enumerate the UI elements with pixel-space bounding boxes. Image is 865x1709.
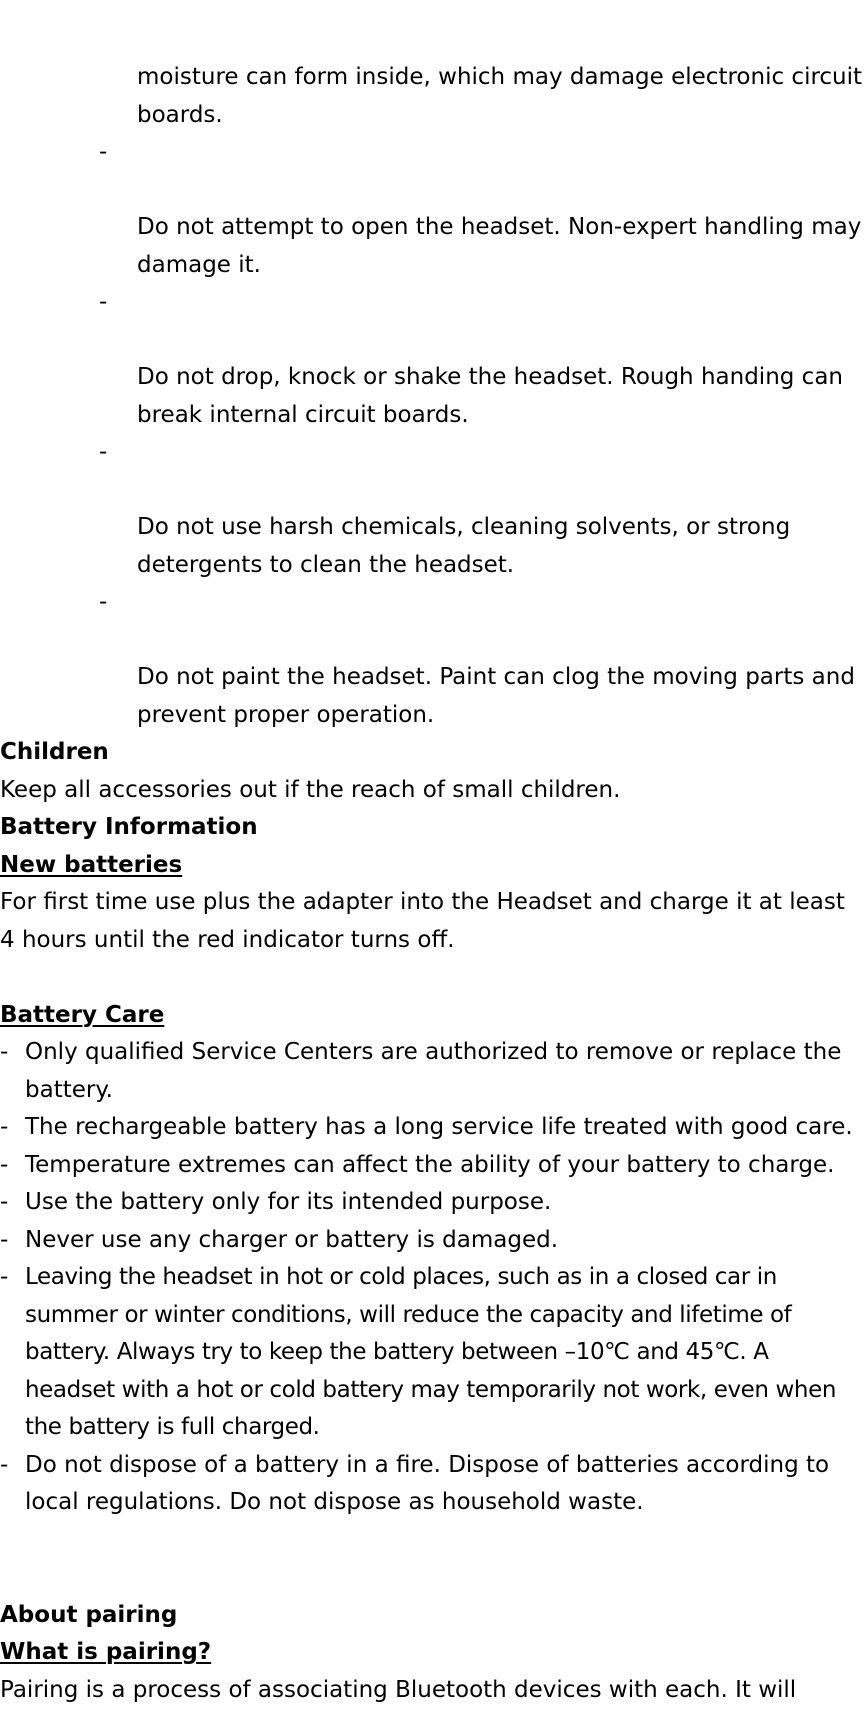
- battery-care-text: Only qualified Service Centers are authorized to remove or replace the battery.: [25, 1039, 841, 1103]
- battery-care-item: [0, 1034, 865, 1109]
- battery-care-list: [0, 1034, 865, 1522]
- list-dash: -: [0, 1259, 8, 1297]
- battery-care-item: [0, 1184, 865, 1222]
- battery-care-item: [0, 1222, 865, 1260]
- what-is-pairing-heading: What is pairing?: [0, 1639, 211, 1665]
- battery-information-heading: Battery Information: [0, 809, 865, 847]
- pairing-text: Pairing is a process of associating Bluetooth devices with each. It will: [0, 1672, 865, 1709]
- list-dash: -: [0, 1447, 8, 1485]
- safety-item: [0, 134, 865, 284]
- list-dash: -: [99, 584, 107, 622]
- children-heading: Children: [0, 734, 865, 772]
- battery-care-text: The rechargeable battery has a long service life treated with good care.: [25, 1114, 853, 1140]
- children-text: Keep all accessories out if the reach of small children.: [0, 772, 865, 810]
- blank-line: [0, 959, 865, 997]
- blank-line: [0, 1559, 865, 1597]
- list-dash: -: [0, 1184, 8, 1222]
- list-dash: -: [0, 1034, 8, 1072]
- battery-care-item: [0, 1447, 865, 1522]
- safety-item-text: Do not use harsh chemicals, cleaning solvents, or strong detergents to clean the headset.: [137, 514, 790, 578]
- safety-item: [0, 284, 865, 434]
- safety-list: [0, 0, 865, 734]
- list-dash: -: [0, 1109, 8, 1147]
- new-batteries-text: For first time use plus the adapter into the Headset and charge it at least 4 hours until the red indicator turns off.: [0, 884, 865, 959]
- battery-care-text: Leaving the headset in hot or cold places, such as in a closed car in summer or winter conditions, will reduce the capacity and lifetime of battery. Always try to keep the battery between –10℃ and 45℃. A headset with a hot or cold battery may temporarily not work, even when the battery is full charged.: [25, 1264, 836, 1440]
- safety-item: [0, 0, 865, 134]
- list-dash: -: [99, 134, 107, 172]
- battery-care-item: [0, 1109, 865, 1147]
- battery-care-item: [0, 1147, 865, 1185]
- list-dash: -: [99, 434, 107, 472]
- safety-item-text: Do not drop, knock or shake the headset. Rough handing can break internal circuit boards.: [137, 364, 843, 428]
- list-dash: -: [99, 284, 107, 322]
- blank-line: [0, 1522, 865, 1560]
- new-batteries-heading: New batteries: [0, 852, 182, 878]
- battery-care-heading: Battery Care: [0, 1002, 164, 1028]
- safety-item-text: moisture can form inside, which may damage electronic circuit boards.: [137, 64, 862, 128]
- about-pairing-heading: About pairing: [0, 1597, 865, 1635]
- safety-item: [0, 434, 865, 584]
- battery-care-text: Temperature extremes can affect the ability of your battery to charge.: [25, 1152, 834, 1178]
- safety-item-text: Do not attempt to open the headset. Non-expert handling may damage it.: [137, 214, 861, 278]
- battery-care-item: [0, 1259, 865, 1447]
- battery-care-text: Do not dispose of a battery in a fire. Dispose of batteries according to local regulations. Do not dispose as household waste.: [25, 1452, 829, 1516]
- safety-item: [0, 584, 865, 734]
- list-dash: -: [0, 1147, 8, 1185]
- battery-care-text: Use the battery only for its intended purpose.: [25, 1189, 551, 1215]
- safety-item-text: Do not paint the headset. Paint can clog the moving parts and prevent proper operation.: [137, 664, 855, 728]
- list-dash: -: [0, 1222, 8, 1260]
- battery-care-text: Never use any charger or battery is damaged.: [25, 1227, 558, 1253]
